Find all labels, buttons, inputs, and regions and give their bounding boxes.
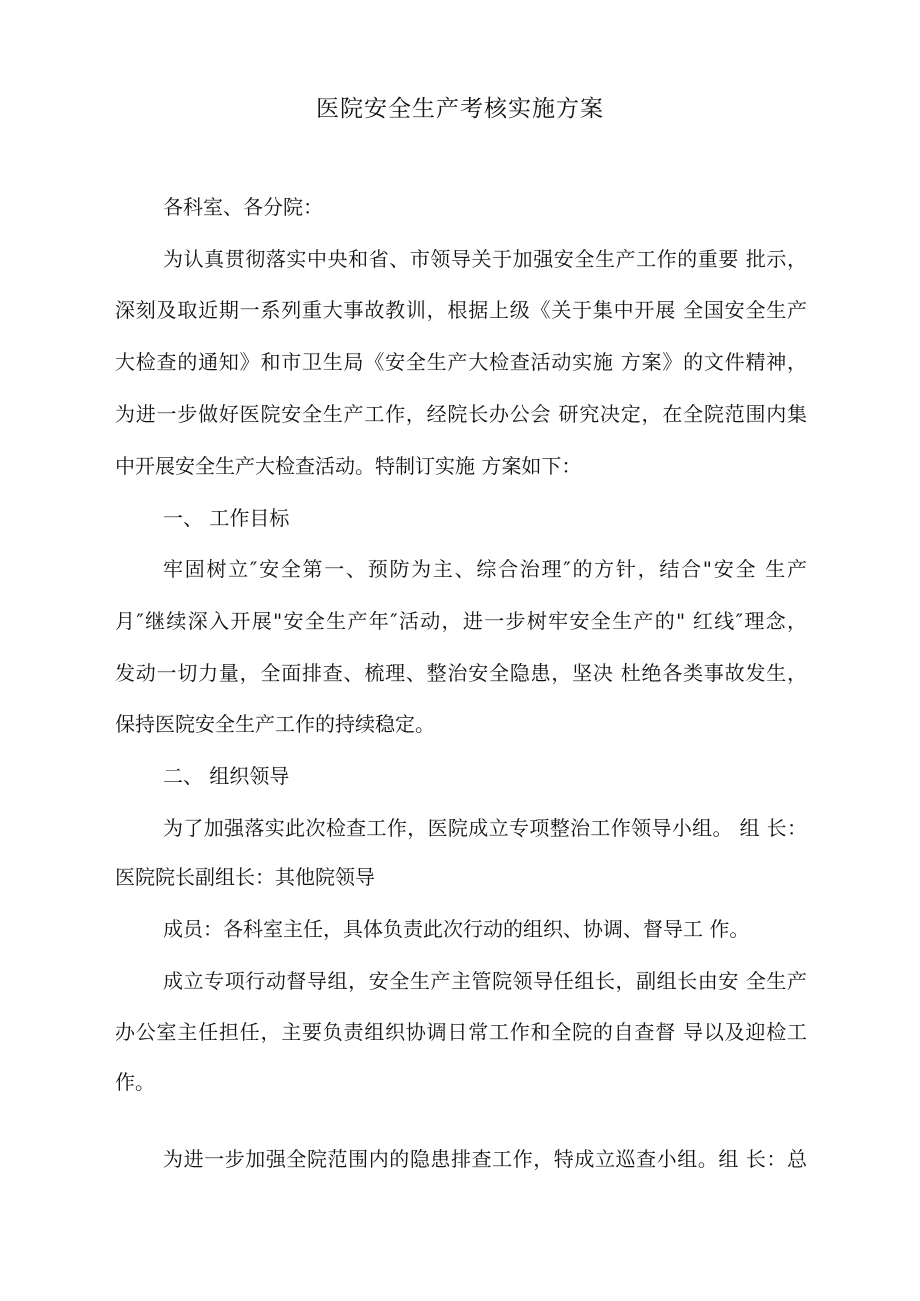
paragraph-line: 医院院长副组长：其他院领导 bbox=[115, 865, 375, 889]
document-title: 医院安全生产考核实施方案 bbox=[316, 96, 604, 122]
paragraph-line: 成员：各科室主任，具体负责此次行动的组织、协调、督导工 作。 bbox=[163, 917, 750, 941]
paragraph-line: 成立专项行动督导组，安全生产主管院领导任组长，副组长由安 全生产 bbox=[163, 969, 807, 993]
paragraph-line: 保持医院安全生产工作的持续稳定。 bbox=[115, 712, 435, 736]
paragraph-line: 深刻及取近期一系列重大事故教训，根据上级《关于集中开展 全国安全生产 bbox=[115, 298, 807, 322]
section-heading-organization: 二、 组织领导 bbox=[163, 764, 290, 788]
paragraph-line: 月″继续深入开展"安全生产年″活动，进一步树牢安全生产的" 红线″理念， bbox=[115, 609, 807, 633]
paragraph-line: 为认真贯彻落实中央和省、市领导关于加强安全生产工作的重要 批示， bbox=[163, 247, 807, 271]
paragraph-line: 作。 bbox=[115, 1070, 155, 1094]
section-heading-work-goal: 一、 工作目标 bbox=[163, 506, 290, 530]
paragraph-line: 为进一步做好医院安全生产工作，经院长办公会 研究决定，在全院范围内集 bbox=[115, 402, 807, 426]
paragraph-line: 为了加强落实此次检查工作，医院成立专项整治工作领导小组。 组 长： bbox=[163, 816, 807, 840]
salutation: 各科室、各分院： bbox=[163, 195, 323, 219]
paragraph-line: 为进一步加强全院范围内的隐患排查工作，特成立巡查小组。组 长：总 bbox=[163, 1147, 807, 1171]
paragraph-line: 大检查的通知》和市卫生局《安全生产大检查活动实施 方案》的文件精神， bbox=[115, 350, 807, 374]
paragraph-line: 办公室主任担任，主要负责组织协调日常工作和全院的自查督 导以及迎检工 bbox=[115, 1020, 807, 1044]
paragraph-line: 发动一切力量，全面排查、梳理、整治安全隐患，坚决 杜绝各类事故发生， bbox=[115, 661, 807, 685]
paragraph-line: 牢固树立″安全第一、预防为主、综合治理″的方针，结合"安全 生产 bbox=[163, 557, 807, 581]
paragraph-line: 中开展安全生产大检查活动。特制订实施 方案如下： bbox=[115, 454, 582, 478]
